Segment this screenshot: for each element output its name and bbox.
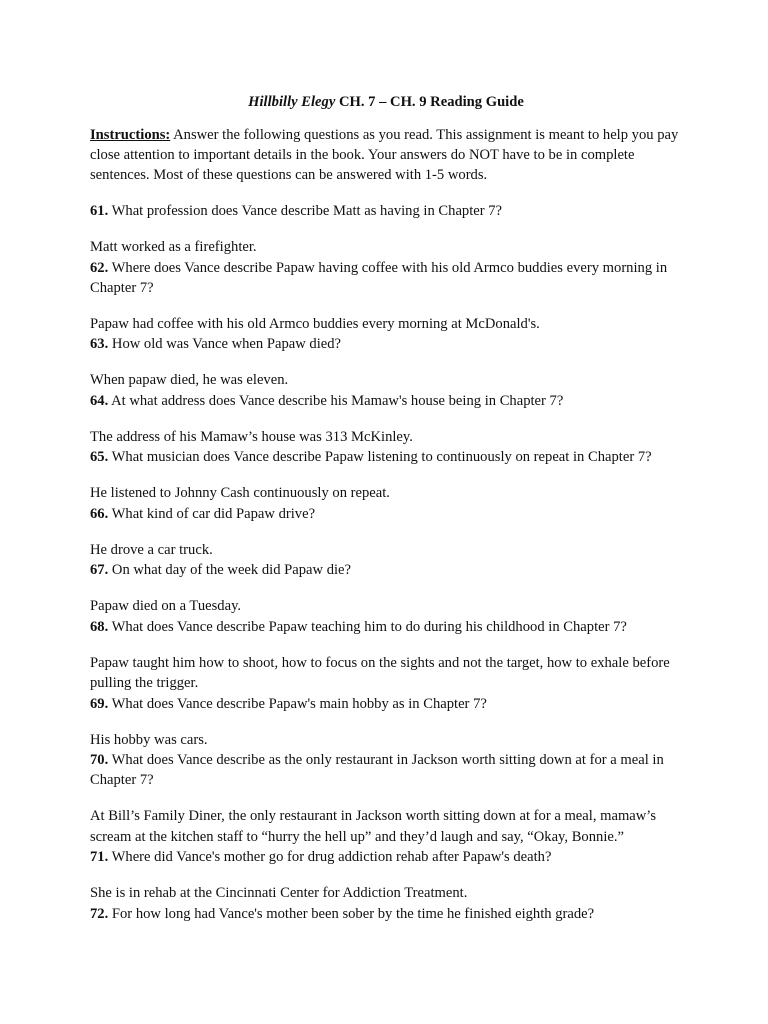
question-line: [90, 391, 682, 411]
answer-text: Papaw died on a Tuesday.: [90, 598, 242, 614]
answer-text: At Bill’s Family Diner, the only restaurant in Jackson worth sitting down at for a meal, mamaw’s scream at the kitchen staff to “hurry the hell up” and they’d laugh and say, “Okay, Bonnie.”: [90, 808, 657, 845]
question-line: [90, 617, 682, 637]
question-number: 62.: [90, 259, 109, 276]
instructions-text: Answer the following questions as you read. This assignment is meant to help you pay close attention to important details in the book. Your answers do NOT have to be in complete sentences. Most of these questions can be answered with 1-5 words.: [90, 127, 679, 183]
question-64: [90, 391, 682, 448]
question-line: [90, 560, 682, 580]
question-text: On what day of the week did Papaw die?: [108, 562, 351, 578]
question-text: Where did Vance's mother go for drug addiction rehab after Papaw's death?: [108, 849, 552, 865]
question-69: [90, 694, 682, 751]
question-text: Where does Vance describe Papaw having coffee with his old Armco buddies every morning in Chapter 7?: [90, 259, 668, 296]
question-number: 66.: [90, 505, 109, 522]
answer-text: His hobby was cars.: [90, 731, 208, 748]
question-text: What kind of car did Papaw drive?: [108, 505, 316, 522]
question-text: What musician does Vance describe Papaw listening to continuously on repeat in Chapter 7?: [108, 449, 652, 465]
question-62: [90, 258, 682, 335]
question-68: [90, 617, 682, 694]
question-63: [90, 334, 682, 391]
answer-text: He listened to Johnny Cash continuously on repeat.: [90, 485, 390, 501]
question-number: 70.: [90, 752, 109, 768]
question-65: [90, 447, 682, 504]
instructions-paragraph: [90, 125, 682, 185]
question-71: [90, 847, 682, 904]
question-number: 61.: [90, 203, 109, 219]
question-61: [90, 201, 682, 258]
question-text: What profession does Vance describe Matt as having in Chapter 7?: [108, 203, 503, 219]
document-page: [90, 92, 682, 924]
question-line: [90, 904, 682, 924]
question-66: [90, 504, 682, 561]
question-number: 63.: [90, 336, 109, 352]
question-number: 67.: [90, 562, 109, 578]
document-title: [90, 92, 682, 112]
question-line: [90, 847, 682, 867]
question-line: [90, 694, 682, 714]
question-line: [90, 334, 682, 354]
question-text: What does Vance describe Papaw teaching him to do during his childhood in Chapter 7?: [108, 618, 627, 635]
book-title: Hillbilly Elegy: [248, 94, 336, 110]
instructions-label: Instructions:: [90, 127, 171, 143]
question-text: For how long had Vance's mother been sober by the time he finished eighth grade?: [108, 905, 595, 922]
question-text: At what address does Vance describe his Mamaw's house being in Chapter 7?: [108, 392, 564, 409]
question-number: 65.: [90, 449, 109, 465]
question-number: 68.: [90, 618, 109, 635]
question-67: [90, 560, 682, 617]
question-line: [90, 447, 682, 467]
question-line: [90, 201, 682, 221]
answer-text: Papaw had coffee with his old Armco buddies every morning at McDonald's.: [90, 315, 540, 332]
question-line: [90, 750, 682, 790]
question-text: What does Vance describe as the only restaurant in Jackson worth sitting down at for a meal in Chapter 7?: [90, 752, 664, 788]
question-line: [90, 258, 682, 298]
question-text: How old was Vance when Papaw died?: [108, 336, 342, 352]
question-number: 72.: [90, 905, 109, 922]
question-number: 64.: [90, 392, 109, 409]
answer-text: When papaw died, he was eleven.: [90, 372, 289, 388]
answer-text: Papaw taught him how to shoot, how to focus on the sights and not the target, how to exhale before pulling the trigger.: [90, 654, 670, 691]
answer-text: She is in rehab at the Cincinnati Center for Addiction Treatment.: [90, 885, 468, 901]
question-72: [90, 904, 682, 924]
title-rest: CH. 7 – CH. 9 Reading Guide: [335, 94, 524, 110]
question-number: 69.: [90, 695, 109, 712]
answer-text: Matt worked as a firefighter.: [90, 239, 257, 255]
question-number: 71.: [90, 849, 109, 865]
answer-text: He drove a car truck.: [90, 541, 213, 558]
question-text: What does Vance describe Papaw's main hobby as in Chapter 7?: [108, 695, 487, 712]
question-70: [90, 750, 682, 847]
question-line: [90, 504, 682, 524]
answer-text: The address of his Mamaw’s house was 313 McKinley.: [90, 428, 413, 445]
